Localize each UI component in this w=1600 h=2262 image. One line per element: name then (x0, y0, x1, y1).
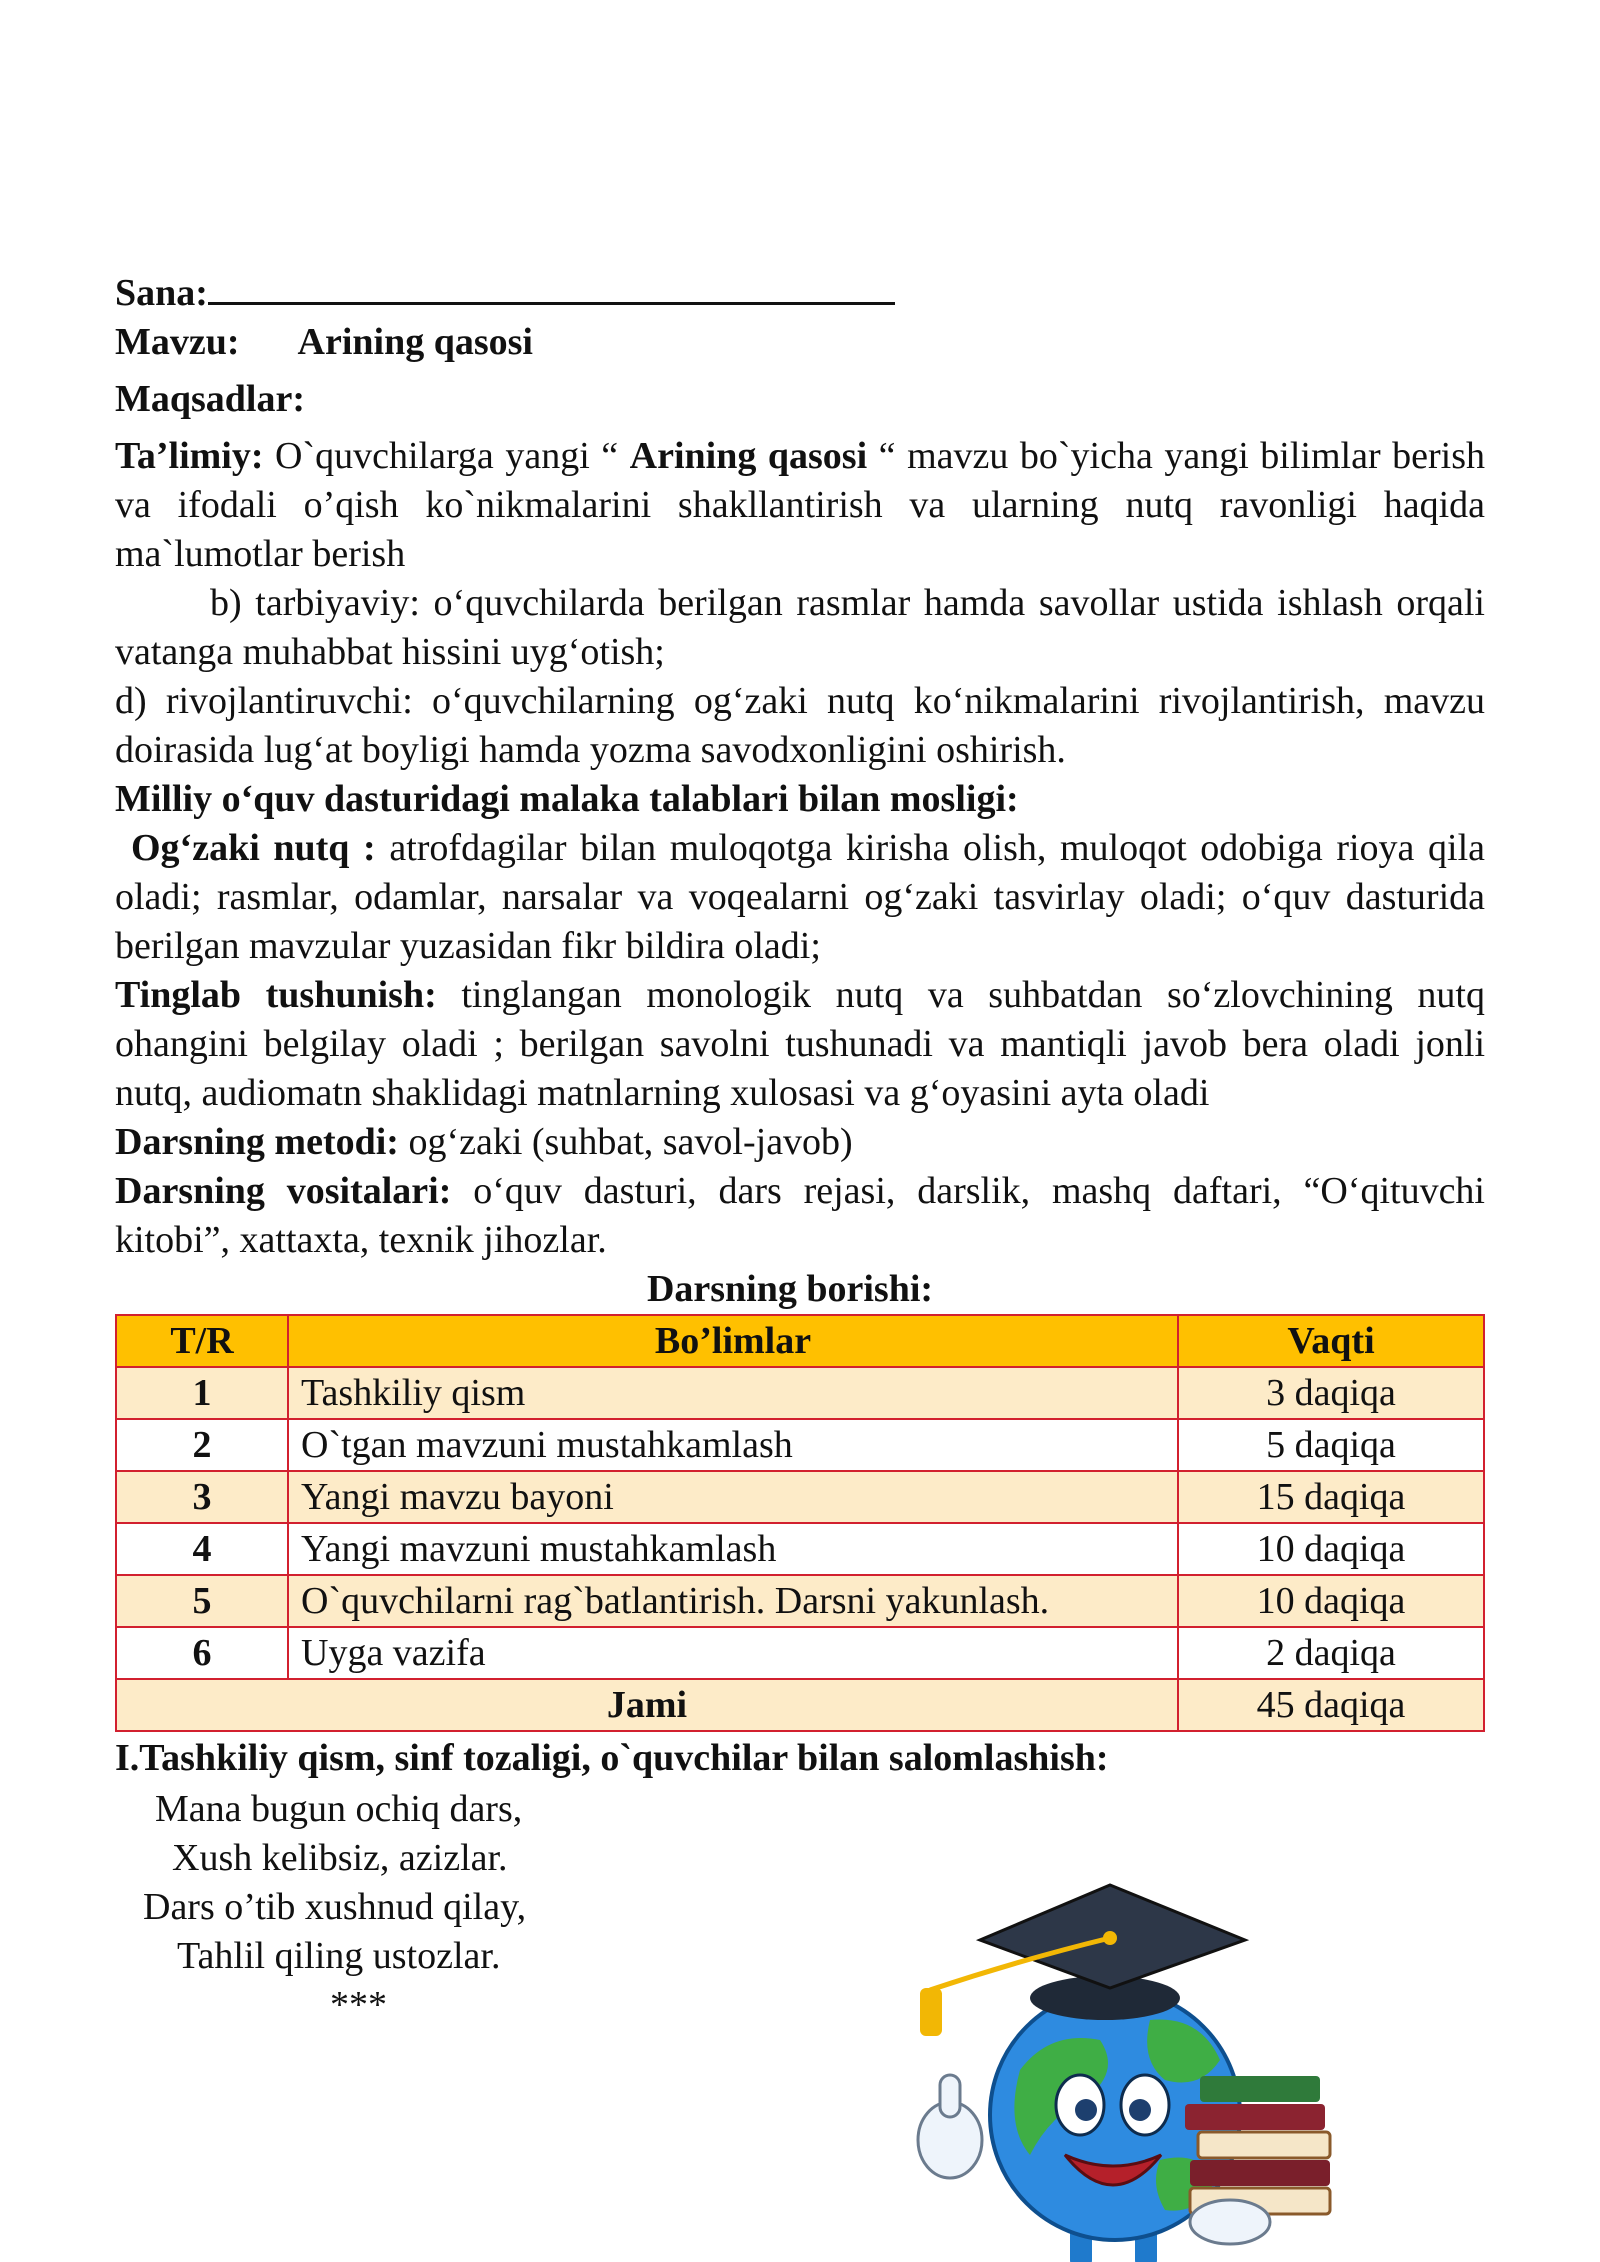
poem-stars: *** (330, 1984, 387, 2026)
poem-line: Dars o’tib xushnud qilay, (143, 1886, 527, 1928)
row-number: 4 (116, 1523, 288, 1575)
row-time: 2 daqiqa (1178, 1627, 1484, 1679)
poem-line: Tahlil qiling ustozlar. (177, 1935, 501, 1977)
row-time: 10 daqiqa (1178, 1523, 1484, 1575)
upbringing-goal: b) tarbiyaviy: o‘quvchilarda berilgan rasmlar hamda savollar ustida ishlash orqali vatanga muhabbat hissini uyg‘otish; (115, 582, 1485, 673)
topic-value: Arining qasosi (297, 321, 533, 363)
row-time: 10 daqiqa (1178, 1575, 1484, 1627)
poem-line: Mana bugun ochiq dars, (155, 1788, 523, 1830)
row-section: O`tgan mavzuni mustahkamlash (288, 1419, 1178, 1471)
educational-goal-text: “ mavzu bo`yicha yangi bilimlar berish va ifodali o’qish ko`nikmalarini shakllantirish va ularning nutq ravonligi haqida ma`lumotlar berish (115, 435, 1485, 575)
row-number: 2 (116, 1419, 288, 1471)
row-number: 6 (116, 1627, 288, 1679)
lesson-flow-table (115, 1314, 1485, 1732)
poem-line: Xush kelibsiz, azizlar. (172, 1837, 508, 1879)
row-number: 5 (116, 1575, 288, 1627)
tools-text: o‘quv dasturi, dars rejasi, darslik, mashq daftari, “O‘qituvchi kitobi”, xattaxta, texnik jihozlar. (115, 1170, 1485, 1261)
oral-speech-paragraph (115, 824, 1485, 971)
row-time: 5 daqiqa (1178, 1419, 1484, 1471)
row-time: 15 daqiqa (1178, 1471, 1484, 1523)
col-header-time: Vaqti (1178, 1315, 1484, 1367)
educational-goal-pre: O`quvchilarga yangi “ (263, 435, 630, 477)
topic-line (115, 318, 1485, 367)
date-line (115, 268, 1485, 318)
date-label: Sana: (115, 272, 208, 314)
table-row (116, 1523, 1484, 1575)
row-time: 3 daqiqa (1178, 1367, 1484, 1419)
table-row (116, 1627, 1484, 1679)
col-header-sections: Bo’limlar (288, 1315, 1178, 1367)
listening-text: tinglangan monologik nutq va suhbatdan so‘zlovchining nutq ohangini belgilay oladi ; berilgan savolni tushunadi va mantiqli javob bera oladi jonli nutq, audiomatn shaklidagi matnlarning xulosasi va g‘oyasini ayta oladi (115, 974, 1485, 1114)
table-total-row (116, 1679, 1484, 1731)
method-paragraph (115, 1118, 1485, 1167)
table-row (116, 1367, 1484, 1419)
tools-paragraph (115, 1167, 1485, 1265)
method-text: og‘zaki (suhbat, savol-javob) (398, 1121, 853, 1163)
row-section: Yangi mavzu bayoni (288, 1471, 1178, 1523)
standards-heading: Milliy o‘quv dasturidagi malaka talablari bilan mosligi: (115, 778, 1019, 820)
oral-speech-label: Og‘zaki nutq : (131, 827, 376, 869)
row-section: Uyga vazifa (288, 1627, 1178, 1679)
tools-label: Darsning vositalari: (115, 1170, 452, 1212)
goals-heading: Maqsadlar: (115, 378, 305, 420)
table-row (116, 1419, 1484, 1471)
row-number: 3 (116, 1471, 288, 1523)
section1-heading: I.Tashkiliy qism, sinf tozaligi, o`quvchilar bilan salomlashish: (115, 1737, 1109, 1779)
developmental-goal: d) rivojlantiruvchi: o‘quvchilarning og‘zaki nutq ko‘nikmalarini rivojlantirish, mavzu doirasida lug‘at boyligi hamda yozma savodxonligini oshirish. (115, 680, 1485, 771)
total-time: 45 daqiqa (1178, 1679, 1484, 1731)
method-label: Darsning metodi: (115, 1121, 399, 1163)
table-row (116, 1471, 1484, 1523)
educational-goal (115, 432, 1485, 579)
lesson-flow-title: Darsning borishi: (646, 1268, 934, 1310)
educational-goal-label: Ta’limiy: (115, 435, 264, 477)
lesson-plan-page (115, 268, 1485, 2030)
row-section: Yangi mavzuni mustahkamlash (288, 1523, 1178, 1575)
row-number: 1 (116, 1367, 288, 1419)
col-header-number: T/R (116, 1315, 288, 1367)
date-blank (208, 268, 895, 305)
row-section: Tashkiliy qism (288, 1367, 1178, 1419)
educational-goal-topic: Arining qasosi (629, 435, 868, 477)
listening-label: Tinglab tushunish: (115, 974, 437, 1016)
table-header-row (116, 1315, 1484, 1367)
table-row (116, 1575, 1484, 1627)
row-section: O`quvchilarni rag`batlantirish. Darsni yakunlash. (288, 1575, 1178, 1627)
oral-speech-text: atrofdagilar bilan muloqotga kirisha olish, muloqot odobiga rioya qila oladi; rasmlar, odamlar, narsalar va voqealarni og‘zaki tasvirlay oladi; o‘quv dasturida berilgan mavzular yuzasidan fikr bildira oladi; (115, 827, 1485, 967)
topic-label: Mavzu: (115, 321, 240, 363)
globe-mascot-illustration (900, 1870, 1360, 2262)
listening-paragraph (115, 971, 1485, 1118)
total-label: Jami (116, 1679, 1178, 1731)
